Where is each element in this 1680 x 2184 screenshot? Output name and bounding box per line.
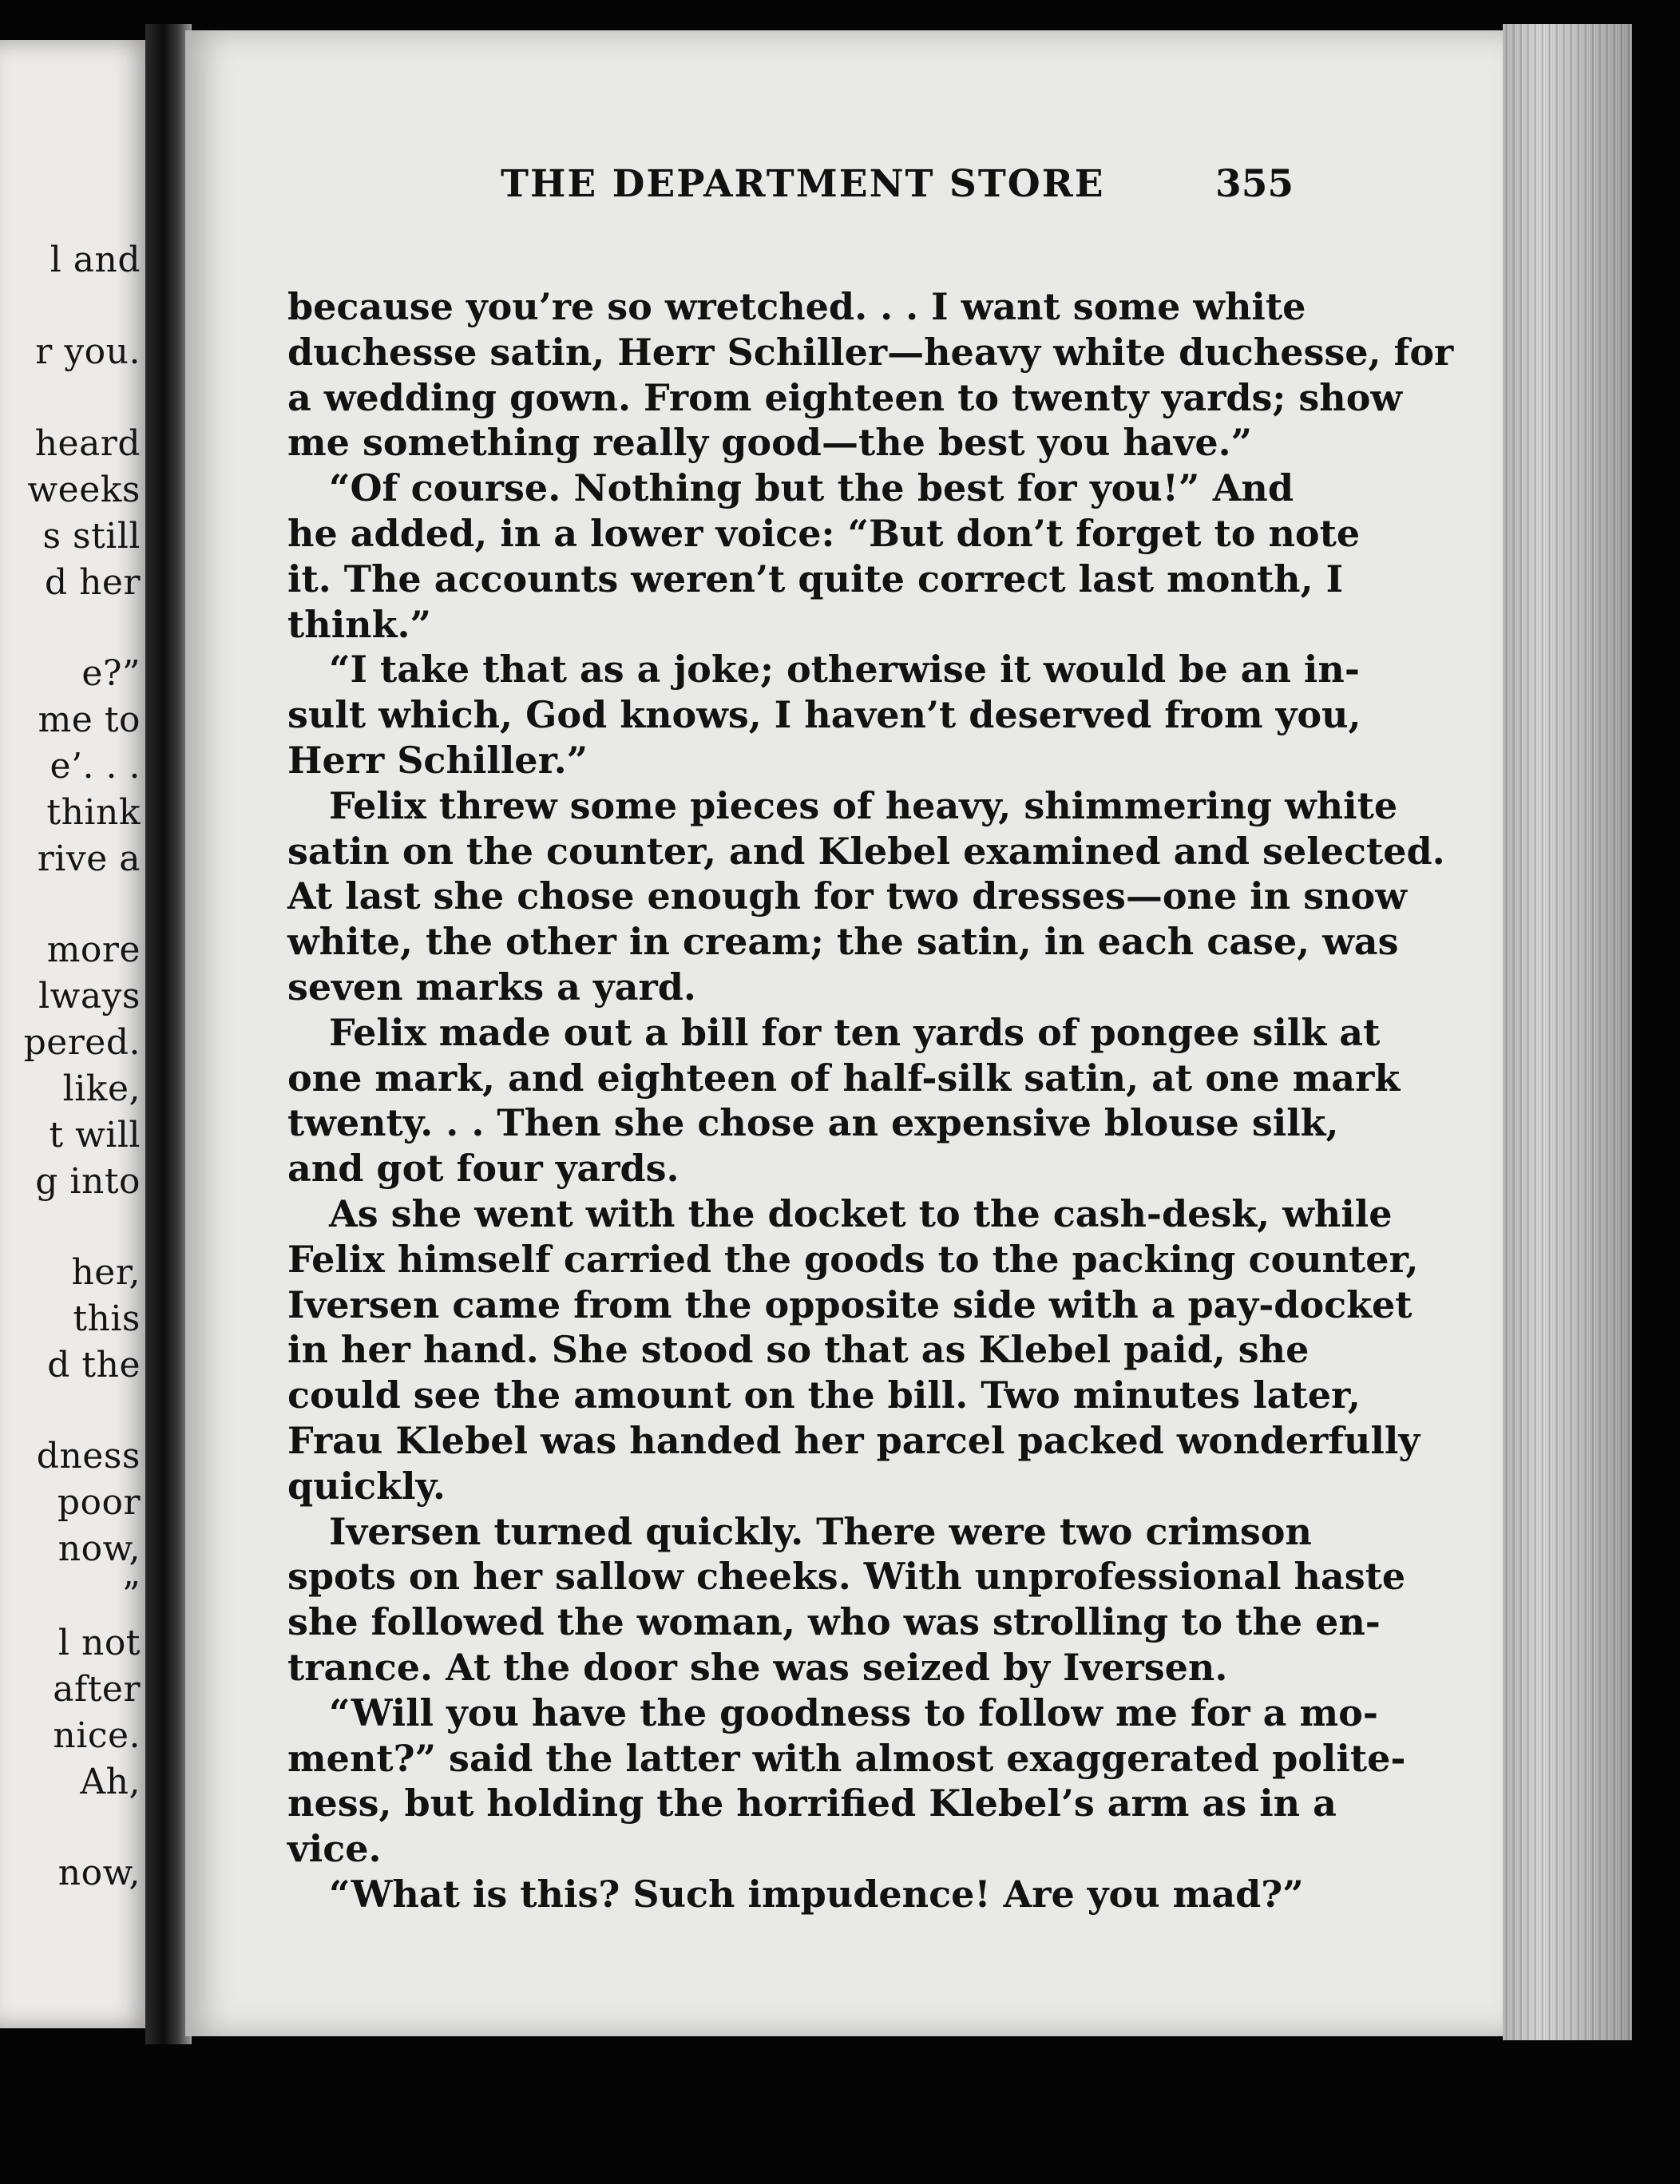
text-line: could see the amount on the bill. Two minutes later, bbox=[287, 1373, 1361, 1417]
text-line: sult which, God knows, I haven’t deserved from you, bbox=[287, 693, 1361, 737]
left-page-fragment: pered. bbox=[23, 1022, 141, 1063]
text-line: twenty. . . Then she chose an expensive blouse silk, bbox=[287, 1101, 1339, 1145]
left-page-fragment: me to bbox=[38, 700, 141, 740]
text-line: “I take that as a joke; otherwise it would be an in- bbox=[329, 648, 1360, 692]
text-line: think.” bbox=[287, 602, 431, 646]
text-line: he added, in a lower voice: “But don’t forget to note bbox=[287, 511, 1361, 555]
text-line: “Of course. Nothing but the best for you!” And bbox=[329, 466, 1294, 510]
text-line: she followed the woman, who was strolling to the en- bbox=[287, 1600, 1381, 1644]
left-page-fragment: e?” bbox=[81, 653, 141, 694]
text-line: me something really good—the best you have.” bbox=[287, 421, 1253, 465]
left-page-fragment: Ah, bbox=[80, 1762, 141, 1802]
text-line: ness, but holding the horrified Klebel’s arm as in a bbox=[287, 1782, 1337, 1825]
text-line: Felix threw some pieces of heavy, shimmering white bbox=[329, 783, 1398, 827]
left-page-fragment: g into bbox=[35, 1161, 141, 1202]
text-line: one mark, and eighteen of half-silk satin, at one mark bbox=[287, 1056, 1401, 1100]
text-line: and got four yards. bbox=[287, 1147, 680, 1191]
left-page-fragment: this bbox=[73, 1298, 141, 1339]
body-text bbox=[287, 284, 1454, 1917]
text-line: seven marks a yard. bbox=[287, 965, 696, 1009]
running-head bbox=[185, 162, 1507, 218]
text-line: in her hand. She stood so that as Klebel paid, she bbox=[287, 1328, 1310, 1372]
text-line: As she went with the docket to the cash-desk, while bbox=[329, 1191, 1393, 1235]
left-page-fragment: heard bbox=[34, 423, 141, 464]
left-page-fragment: like, bbox=[62, 1068, 141, 1109]
page-block-edge bbox=[1503, 24, 1632, 2040]
text-line: Iversen turned quickly. There were two crimson bbox=[329, 1509, 1312, 1553]
page-title: THE DEPARTMENT STORE bbox=[501, 162, 1105, 206]
left-page-fragment: e’. . . bbox=[50, 746, 141, 787]
left-page-fragment: t will bbox=[49, 1115, 141, 1155]
left-page-fragment: weeks bbox=[27, 470, 141, 510]
text-line: Herr Schiller.” bbox=[287, 738, 588, 782]
left-page-fragment: rive a bbox=[37, 838, 141, 879]
left-page-fragment: d the bbox=[47, 1345, 141, 1385]
text-line: ment?” said the latter with almost exaggerated polite- bbox=[287, 1736, 1406, 1780]
text-line: quickly. bbox=[287, 1464, 446, 1508]
text-line: a wedding gown. From eighteen to twenty yards; show bbox=[287, 375, 1403, 419]
left-page-fragment: dness bbox=[36, 1436, 141, 1476]
left-page-fragment: after bbox=[53, 1669, 141, 1710]
left-page-fragment: now, bbox=[57, 1853, 141, 1893]
text-line: satin on the counter, and Klebel examined and selected. bbox=[287, 829, 1445, 873]
text-line: trance. At the door she was seized by Iversen. bbox=[287, 1645, 1228, 1689]
left-page-fragment: lways bbox=[38, 976, 141, 1017]
text-line: “Will you have the goodness to follow me for a mo- bbox=[329, 1691, 1378, 1734]
text-line: Iversen came from the opposite side with a pay-docket bbox=[287, 1282, 1413, 1326]
text-line: because you’re so wretched. . . I want some white bbox=[287, 285, 1306, 328]
book-page bbox=[185, 30, 1507, 2036]
left-page-fragment: l and bbox=[50, 240, 141, 280]
left-page-fragment: think bbox=[46, 792, 141, 833]
left-page-fragment: d her bbox=[44, 562, 141, 603]
left-page-fragment: r you. bbox=[35, 331, 141, 372]
text-line: Frau Klebel was handed her parcel packed wonderfully bbox=[287, 1418, 1420, 1462]
left-page-fragment: more bbox=[46, 929, 141, 970]
left-page-fragment: ” bbox=[122, 1575, 141, 1615]
previous-page-edge bbox=[0, 40, 152, 2028]
left-page-fragment: her, bbox=[71, 1252, 141, 1293]
text-line: white, the other in cream; the satin, in each case, was bbox=[287, 920, 1399, 964]
text-line: “What is this? Such impudence! Are you mad?” bbox=[329, 1872, 1304, 1916]
text-line: At last she chose enough for two dresses—one in snow bbox=[287, 874, 1407, 918]
text-line: spots on her sallow cheeks. With unprofessional haste bbox=[287, 1555, 1406, 1599]
text-line: duchesse satin, Herr Schiller—heavy white duchesse, for bbox=[287, 330, 1454, 374]
left-page-fragment: nice. bbox=[53, 1715, 141, 1756]
left-page-fragment: now, bbox=[57, 1528, 141, 1569]
left-page-fragment: poor bbox=[57, 1482, 141, 1523]
page-number: 355 bbox=[1215, 162, 1294, 206]
text-line: Felix made out a bill for ten yards of pongee silk at bbox=[329, 1010, 1381, 1054]
text-line: Felix himself carried the goods to the packing counter, bbox=[287, 1237, 1419, 1281]
left-page-fragment: s still bbox=[42, 516, 141, 557]
text-line: vice. bbox=[287, 1827, 382, 1871]
left-page-fragment: l not bbox=[57, 1623, 141, 1663]
text-line: it. The accounts weren’t quite correct last month, I bbox=[287, 557, 1344, 601]
